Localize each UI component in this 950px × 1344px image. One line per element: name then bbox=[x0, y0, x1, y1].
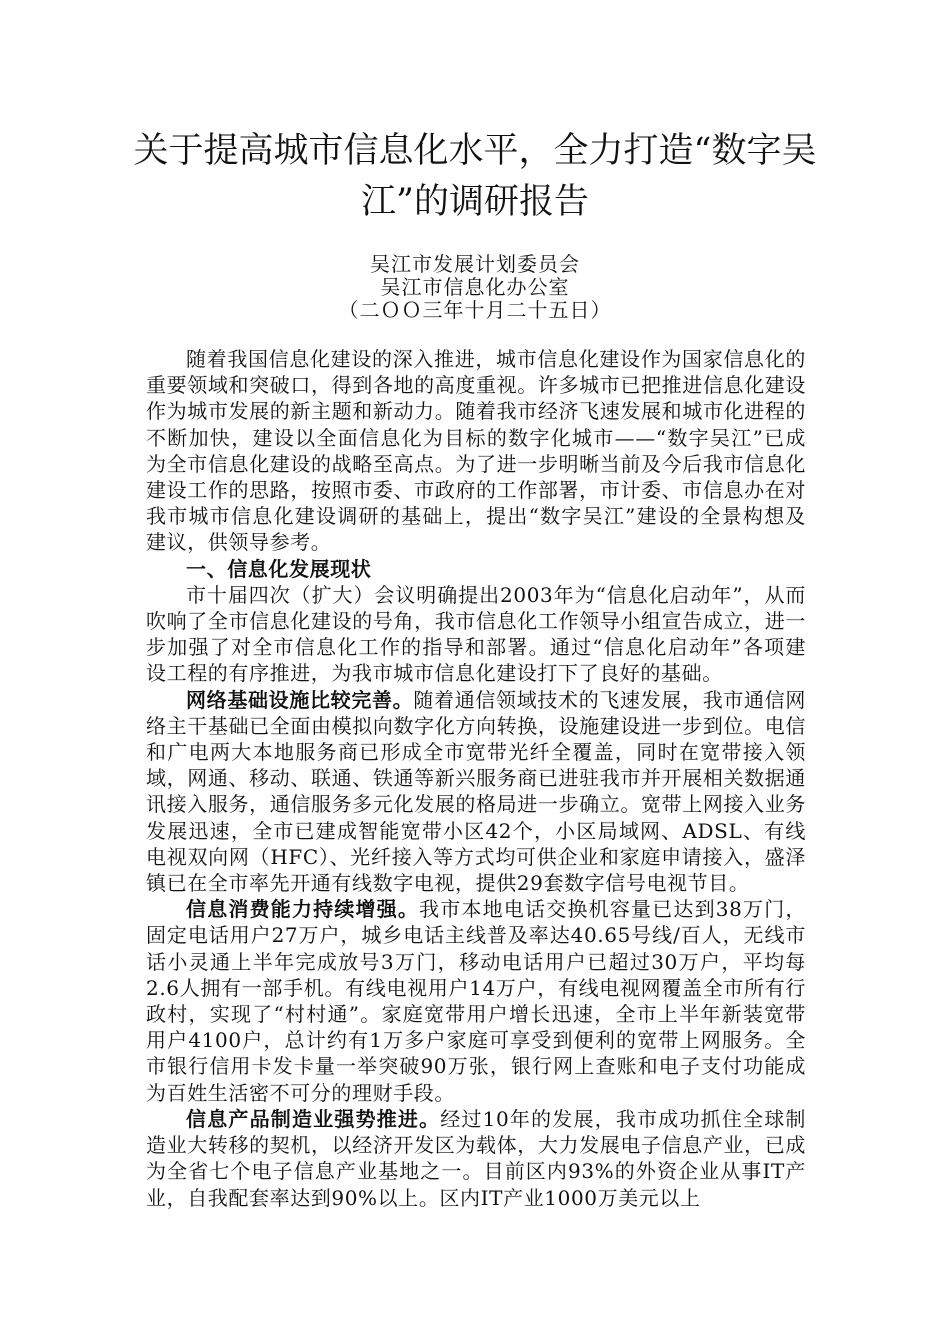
manufacturing-lead: 信息产品制造业强势推进。 bbox=[186, 1106, 441, 1131]
document-body bbox=[146, 346, 806, 1211]
consumption-lead: 信息消费能力持续增强。 bbox=[186, 897, 420, 922]
intro-paragraph: 随着我国信息化建设的深入推进，城市信息化建设作为国家信息化的重要领域和突破口，得到各地的高度重视。许多城市已把推进信息化建设作为城市发展的新主题和新动力。随着我市经济飞速发展和城市化进程的不断加快，建设以全面信息化为目标的数字化城市——“数字吴江”已成为全市信息化建设的战略至高点。为了进一步明晰当前及今后我市信息化建设工作的思路，按照市委、市政府的工作部署，市计委、市信息办在对我市城市信息化建设调研的基础上，提出“数字吴江”建设的全景构想及建议，供领导参考。 bbox=[146, 347, 806, 555]
manufacturing-paragraph bbox=[146, 1106, 806, 1211]
document-date: （二ＯＯ三年十月二十五日） bbox=[338, 298, 612, 322]
network-lead: 网络基础设施比较完善。 bbox=[186, 687, 414, 712]
consumption-paragraph bbox=[146, 896, 806, 1106]
network-paragraph bbox=[146, 687, 806, 897]
issuing-organization-2: 吴江市信息化办公室 bbox=[380, 275, 570, 299]
section-intro-paragraph: 市十届四次（扩大）会议明确提出2003年为“信息化启动年”，从而吹响了全市信息化建设的号角，我市信息化工作领导小组宣告成立，进一步加强了对全市信息化工作的指导和部署。通过“信息化启动年”各项建设工程的有序推进，为我市城市信息化建设打下了良好的基础。 bbox=[146, 582, 806, 686]
consumption-text: 我市本地电话交换机容量已达到38万门，固定电话用户27万户，城乡电话主线普及率达40.65号线/百人，无线市话小灵通上半年完成放号3万门，移动电话用户已超过30万户，平均每2.6人拥有一部手机。有线电视用户14万户，有线电视网覆盖全市所有行政村，实现了“村村通”。家庭宽带用户增长迅速，全市上半年新装宽带用户4100户，总计约有1万多户家庭可享受到便利的宽带上网服务。全市银行信用卡发卡量一举突破90万张，银行网上查账和电子支付功能成为百姓生活密不可分的理财手段。 bbox=[146, 897, 806, 1105]
network-text: 随着通信领域技术的飞速发展，我市通信网络主干基础已全面由模拟向数字化方向转换，设施建设进一步到位。电信和广电两大本地服务商已形成全市宽带光纤全覆盖，同时在宽带接入领域，网通、移动、联通、铁通等新兴服务商已进驻我市并开展相关数据通讯接入服务，通信服务多元化发展的格局进一步确立。宽带上网接入业务发展迅速，全市已建成智能宽带小区42个，小区局域网、ADSL、有线电视双向网（HFC）、光纤接入等方式均可供企业和家庭申请接入，盛泽镇已在全市率先开通有线数字电视，提供29套数字信号电视节目。 bbox=[146, 687, 806, 896]
section-heading: 一、信息化发展现状 bbox=[186, 556, 372, 581]
manufacturing-text: 经过10年的发展，我市成功抓住全球制造业大转移的契机，以经济开发区为载体，大力发展电子信息产业，已成为全省七个电子信息产业基地之一。目前区内93%的外资企业从事IT产业，自我配套率达到90%以上。区内IT产业1000万美元以上 bbox=[146, 1106, 807, 1210]
issuing-organization-1: 吴江市发展计划委员会 bbox=[370, 252, 580, 276]
document-title: 关于提高城市信息化水平，全力打造“数字吴江”的调研报告 bbox=[133, 131, 817, 222]
